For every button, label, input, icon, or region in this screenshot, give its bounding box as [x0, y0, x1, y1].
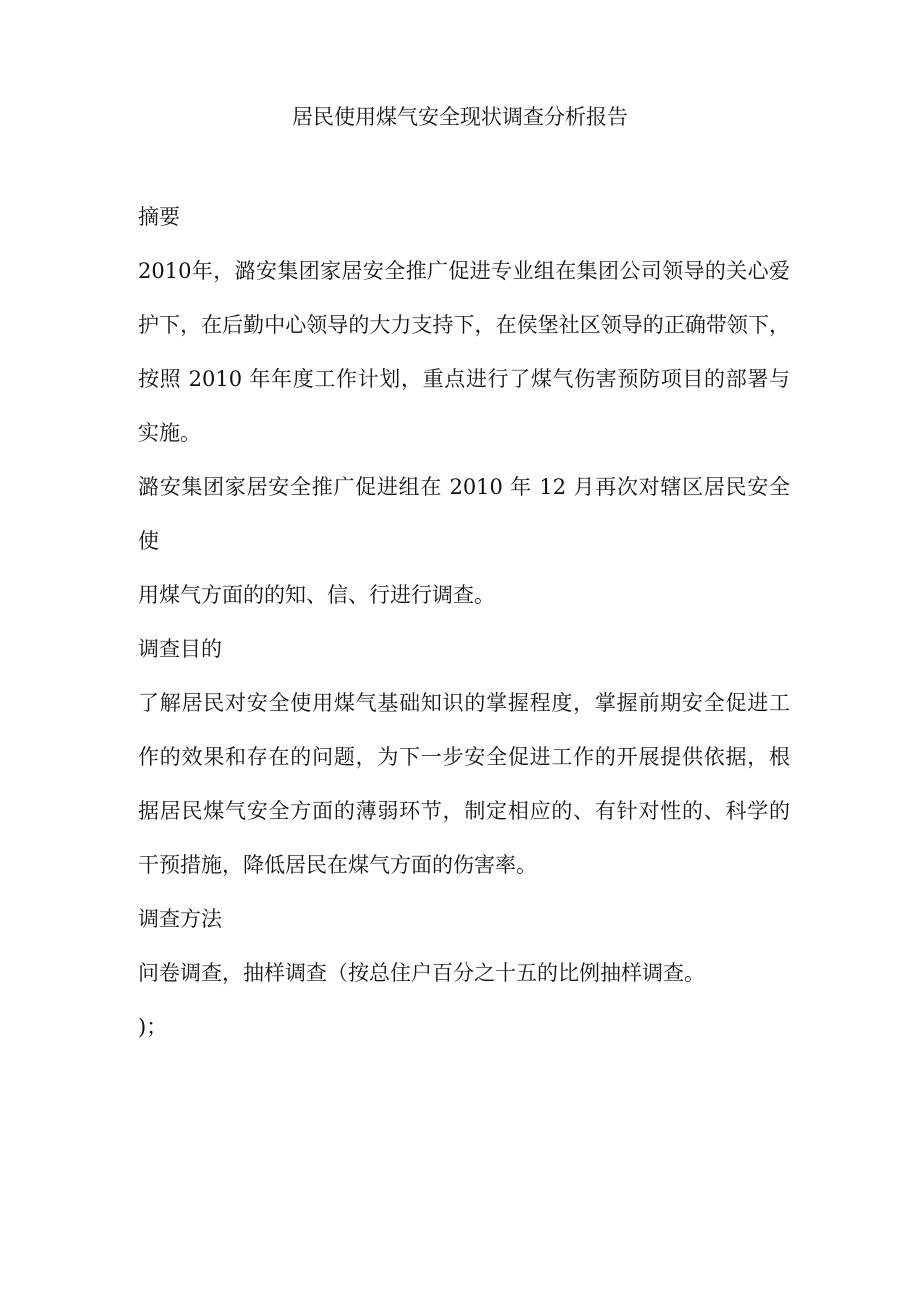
text-line: )； [138, 1015, 168, 1039]
text-line: 2010年，潞安集团家居安全推广促进专业组在集团公司领导的关心爱 [138, 259, 790, 283]
text-line: 护下，在后勤中心领导的大力支持下，在侯堡社区领导的正确带领下， [138, 313, 790, 337]
method-heading: 调查方法 [138, 907, 222, 931]
method-paragraph [138, 946, 790, 1054]
purpose-heading: 调查目的 [138, 637, 222, 661]
text-line: 按照 2010 年年度工作计划，重点进行了煤气伤害预防项目的部署与 [138, 367, 790, 391]
text-line: 问卷调查，抽样调查（按总住户百分之十五的比例抽样调查。 [138, 961, 705, 985]
text-line: 用煤气方面的的知、信、行进行调查。 [138, 583, 495, 607]
abstract-paragraph-2 [138, 460, 790, 622]
text-line: 潞安集团家居安全推广促进组在 2010 年 12 月再次对辖区居民安全使 [138, 475, 790, 553]
document-title: 居民使用煤气安全现状调查分析报告 [292, 105, 628, 129]
purpose-paragraph [138, 676, 790, 892]
document-body [138, 190, 790, 1054]
text-line: 实施。 [138, 421, 201, 445]
abstract-paragraph-1 [138, 244, 790, 460]
abstract-heading: 摘要 [138, 205, 180, 229]
text-line: 据居民煤气安全方面的薄弱环节，制定相应的、有针对性的、科学的 [138, 799, 790, 823]
text-line: 干预措施，降低居民在煤气方面的伤害率。 [138, 853, 537, 877]
text-line: 作的效果和存在的问题，为下一步安全促进工作的开展提供依据，根 [138, 745, 790, 769]
text-line: 了解居民对安全使用煤气基础知识的掌握程度，掌握前期安全促进工 [138, 691, 790, 715]
